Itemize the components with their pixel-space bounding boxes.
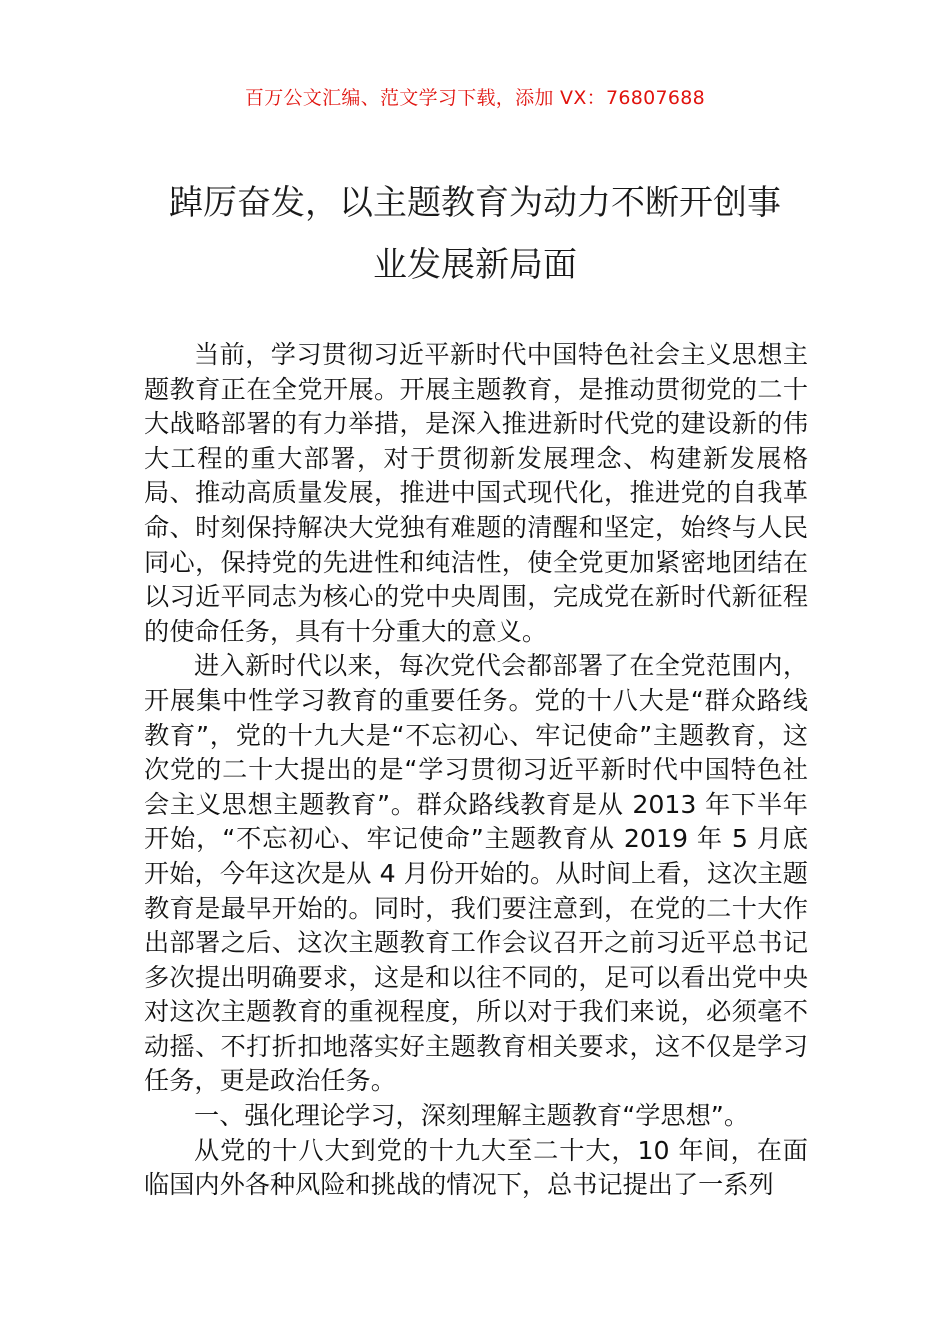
paragraph-2: 进入新时代以来，每次党代会都部署了在全党范围内，开展集中性学习教育的重要任务。党的十八大是“群众路线教育”，党的十九大是“不忘初心、牢记使命”主题教育，这次党的二十大提出的是“学习贯彻习近平新时代中国特色社会主义思想主题教育”。群众路线教育是从 2013 年下半年开始，“不忘初心、牢记使命”主题教育从 2019 年 5 月底开始，今年这次是从 4 月份开始的。从时间上看，这次主题教育是最早开始的。同时，我们要注意到，在党的二十大作出部署之后、这次主题教育工作会议召开之前习近平总书记多次提出明确要求，这是和以往不同的，足可以看出党中央对这次主题教育的重视程度，所以对于我们来说，必须毫不动摇、不打折扣地落实好主题教育相关要求，这不仅是学习任务，更是政治任务。	[144, 651, 808, 1096]
title-line-2: 业发展新局面	[373, 245, 577, 285]
paragraph-1: 当前，学习贯彻习近平新时代中国特色社会主义思想主题教育正在全党开展。开展主题教育，是推动贯彻党的二十大战略部署的有力举措，是深入推进新时代党的建设新的伟大工程的重大部署，对于贯彻新发展理念、构建新发展格局、推动高质量发展，推进中国式现代化，推进党的自我革命、时刻保持解决大党独有难题的清醒和坚定，始终与人民同心，保持党的先进性和纯洁性，使全党更加紧密地团结在以习近平同志为核心的党中央周围，完成党在新时代新征程的使命任务，具有十分重大的意义。	[144, 340, 808, 646]
document-body	[144, 338, 808, 1203]
paragraph-3: 从党的十八大到党的十九大至二十大，10 年间，在面临国内外各种风险和挑战的情况下，总书记提出了一系列	[144, 1135, 808, 1200]
section-heading-1: 一、强化理论学习，深刻理解主题教育“学思想”。	[194, 1101, 750, 1131]
header-note: 百万公文汇编、范文学习下载，添加 VX：76807688	[244, 87, 706, 109]
document-title	[120, 172, 830, 296]
title-line-1: 踔厉奋发，以主题教育为动力不断开创事	[169, 183, 781, 223]
